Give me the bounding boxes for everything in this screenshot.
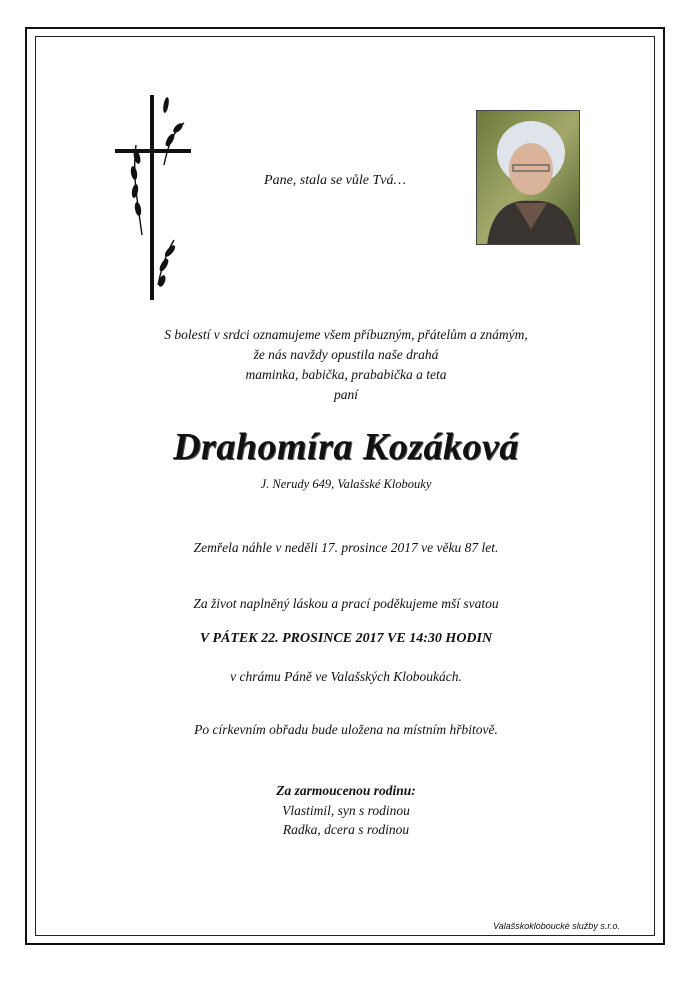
intro-line: maminka, babička, prababička a teta: [245, 367, 447, 382]
intro-line: S bolestí v srdci oznamujeme všem příbuzným, přátelům a známým,: [164, 327, 528, 342]
family-list: [40, 801, 652, 839]
intro-line: paní: [333, 387, 358, 402]
company-name: Valašskoklobouckė služby s.r.o.: [493, 921, 620, 931]
portrait-photo: [476, 110, 580, 245]
deceased-name: Drahomíra Kozáková: [173, 426, 519, 468]
family-heading: Za zarmoucenou rodinu:: [276, 783, 416, 798]
ceremony-place: v chrámu Páně ve Valašských Kloboukách.: [230, 669, 462, 684]
announcement-text: [40, 325, 652, 405]
ceremony-datetime: V PÁTEK 22. PROSINCE 2017 VE 14:30 HODIN: [199, 631, 493, 646]
motto: Pane, stala se vůle Tvá…: [264, 173, 406, 188]
mass-text: Za život naplněný láskou a prací poděkujeme mší svatou: [193, 596, 499, 611]
burial-text: Po církevním obřadu bude uložena na místním hřbitově.: [194, 722, 498, 737]
intro-line: že nás navždy opustila naše drahá: [253, 347, 439, 362]
family-member: Radka, dcera s rodinou: [282, 822, 410, 837]
family-member: Vlastimil, syn s rodinou: [282, 803, 410, 818]
death-notice: Zemřela náhle v neděli 17. prosince 2017 ve věku 87 let.: [193, 540, 499, 555]
deceased-address: J. Nerudy 649, Valašské Klobouky: [260, 477, 432, 491]
cross-icon: [112, 95, 194, 300]
